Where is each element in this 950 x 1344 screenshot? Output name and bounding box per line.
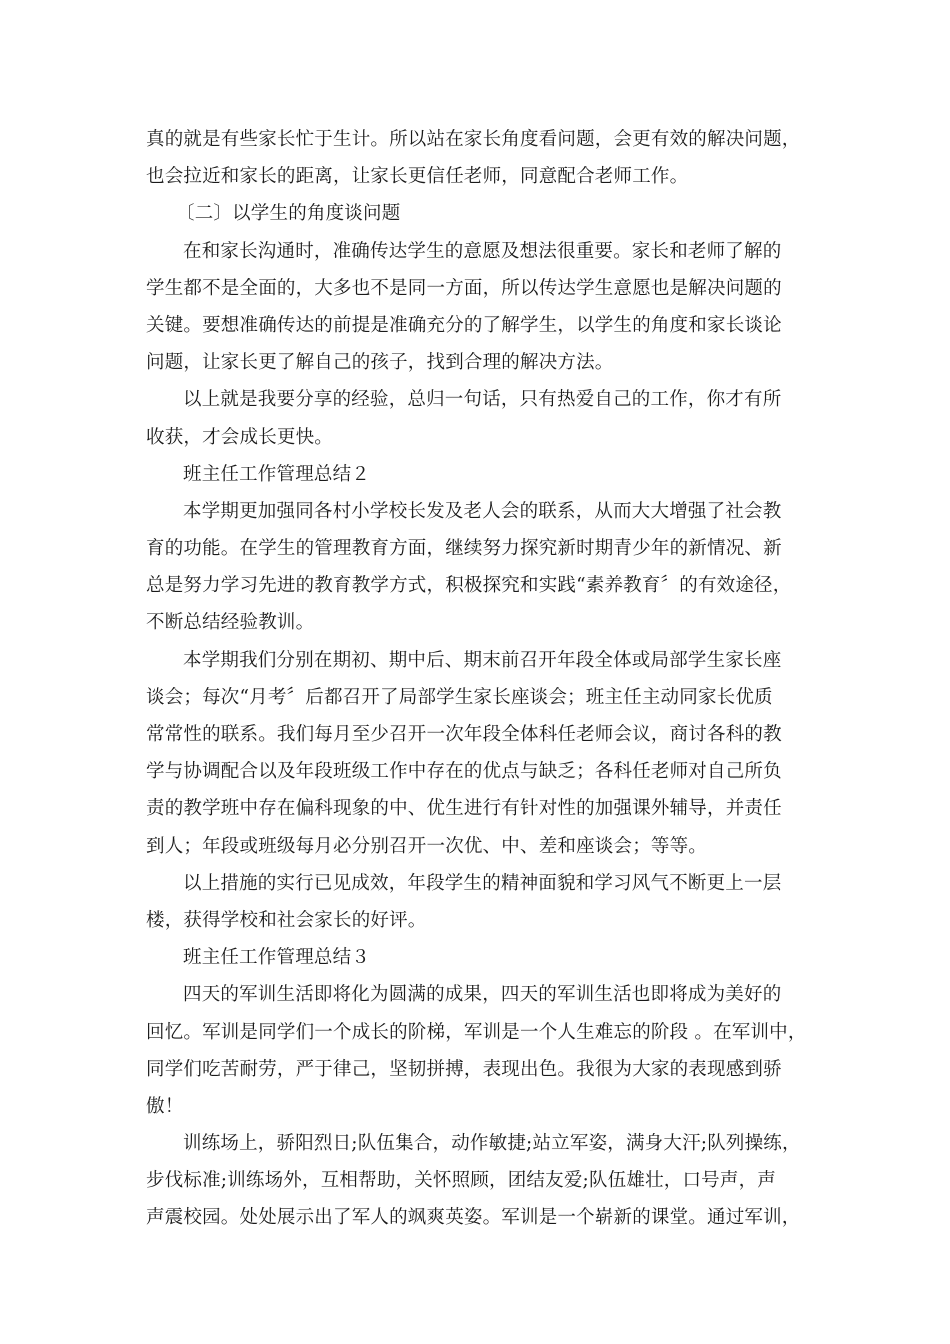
paragraph-first-line: 训练场上，骄阳烈日;队伍集合，动作敏捷;站立军姿，满身大汗;队列操练， — [183, 1133, 801, 1155]
text-line: 也会拉近和家长的距离，让家长更信任老师，同意配合老师工作。 — [146, 166, 689, 188]
text-line: 总是努力学习先进的教育教学方式，积极探究和实践“素养教育〞的有效途径， — [146, 575, 792, 597]
text-line: 问题，让家长更了解自己的孩子，找到合理的解决方法。 — [146, 352, 614, 374]
paragraph-first-line: 以上措施的实行已见成效，年段学生的精神面貌和学习风气不断更上一层 — [183, 872, 782, 894]
text-line: 谈会；每次“月考〞后都召开了局部学生家长座谈会；班主任主动同家长优质 — [146, 686, 773, 708]
text-line: 回忆。军训是同学们一个成长的阶梯，军训是一个人生难忘的阶段 。在军训中， — [146, 1021, 807, 1043]
text-line: 责的教学班中存在偏科现象的中、优生进行有针对性的加强课外辅导，并责任 — [146, 798, 782, 820]
text-line: 学生都不是全面的，大多也不是同一方面，所以传达学生意愿也是解决问题的 — [146, 277, 782, 299]
section-title: 班主任工作管理总结２ — [183, 463, 371, 485]
text-line: 不断总结经验教训。 — [146, 612, 315, 634]
section-title: 班主任工作管理总结３ — [183, 947, 371, 969]
text-line: 到人；年段或班级每月必分别召开一次优、中、差和座谈会；等等。 — [146, 835, 708, 857]
document-page — [146, 121, 810, 1237]
paragraph-first-line: 本学期我们分别在期初、期中后、期末前召开年段全体或局部学生家长座 — [183, 649, 782, 671]
text-line: 步伐标准;训练场外，互相帮助，关怀照顾，团结友爱;队伍雄壮，口号声，声 — [146, 1170, 776, 1192]
text-line: 真的就是有些家长忙于生计。所以站在家长角度看问题，会更有效的解决问题， — [146, 129, 801, 150]
paragraph-first-line: 以上就是我要分享的经验，总归一句话，只有热爱自己的工作，你才有所 — [183, 389, 782, 411]
paragraph-first-line: 在和家长沟通时，准确传达学生的意愿及想法很重要。家长和老师了解的 — [183, 240, 782, 262]
text-line: 同学们吃苦耐劳，严于律己，坚韧拼搏，表现出色。我很为大家的表现感到骄 — [146, 1058, 782, 1080]
text-line: 常常性的联系。我们每月至少召开一次年段全体科任老师会议，商讨各科的教 — [146, 724, 782, 745]
text-line: 育的功能。在学生的管理教育方面，继续努力探究新时期青少年的新情况、新 — [146, 538, 782, 560]
paragraph-first-line: 本学期更加强同各村小学校长发及老人会的联系，从而大大增强了社会教 — [183, 500, 782, 522]
paragraph-first-line: 四天的军训生活即将化为圆满的成果，四天的军训生活也即将成为美好的 — [183, 984, 782, 1006]
text-line: 声震校园。处处展示出了军人的飒爽英姿。军训是一个崭新的课堂。通过军训， — [146, 1207, 801, 1229]
text-line: 傲！ — [146, 1095, 184, 1117]
text-line: 收获，才会成长更快。 — [146, 426, 334, 448]
text-line: 楼，获得学校和社会家长的好评。 — [146, 909, 427, 931]
section-heading: 〔二〕以学生的角度谈问题 — [176, 203, 401, 225]
text-line: 关键。要想准确传达的前提是准确充分的了解学生，以学生的角度和家长谈论 — [146, 314, 782, 336]
text-line: 学与协调配合以及年段班级工作中存在的优点与缺乏；各科任老师对自己所负 — [146, 761, 782, 783]
